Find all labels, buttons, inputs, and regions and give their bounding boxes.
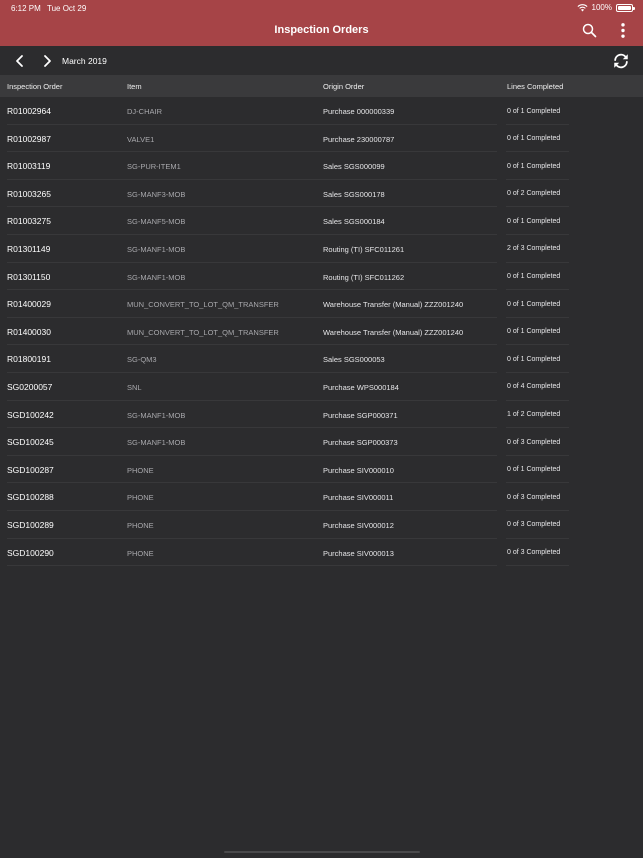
lines-completed: 0 of 1 Completed — [507, 162, 561, 170]
lines-completed: 0 of 3 Completed — [507, 493, 561, 501]
table-header — [0, 75, 643, 97]
order-number: SGD100242 — [7, 409, 54, 420]
item-name: PHONE — [127, 465, 154, 475]
table-row[interactable] — [0, 235, 643, 263]
lines-completed: 0 of 2 Completed — [507, 190, 561, 198]
origin-order: Purchase 000000339 — [323, 107, 395, 116]
chevron-right-icon[interactable] — [40, 54, 54, 68]
order-number: R01003265 — [7, 188, 51, 199]
lines-completed: 0 of 1 Completed — [507, 217, 561, 225]
item-name: MUN_CONVERT_TO_LOT_QM_TRANSFER — [127, 300, 279, 310]
origin-order: Purchase SIV000011 — [323, 493, 394, 503]
order-number: SGD100290 — [7, 547, 54, 558]
app-header — [0, 0, 643, 46]
item-name: VALVE1 — [127, 134, 155, 144]
table-row[interactable] — [0, 152, 643, 180]
item-name: SNL — [127, 382, 142, 392]
origin-order: Purchase SGP000371 — [323, 410, 398, 420]
table-row[interactable] — [0, 483, 643, 511]
lines-completed: 0 of 1 Completed — [507, 273, 561, 281]
order-number: SG0200057 — [7, 381, 53, 392]
inspection-orders-table — [0, 97, 643, 566]
origin-order: Sales SGS000053 — [323, 355, 385, 365]
table-row[interactable] — [0, 456, 643, 484]
table-row[interactable] — [0, 373, 643, 401]
col-header-inspection-order: Inspection Order — [7, 82, 63, 91]
order-number: R01800191 — [7, 354, 51, 365]
refresh-icon[interactable] — [612, 52, 630, 70]
origin-order: Purchase SIV000012 — [323, 520, 394, 530]
item-name: PHONE — [127, 548, 154, 558]
order-number: R01301150 — [7, 271, 51, 282]
search-icon[interactable] — [582, 23, 597, 38]
item-name: SG-QM3 — [127, 355, 157, 365]
col-header-lines-completed: Lines Completed — [507, 82, 564, 91]
order-number: R01301149 — [7, 243, 51, 254]
order-number: SGD100288 — [7, 492, 54, 503]
origin-order: Purchase SIV000013 — [323, 548, 394, 558]
origin-order: Sales SGS000099 — [323, 162, 385, 172]
origin-order: Purchase 230000787 — [323, 134, 395, 144]
origin-order: Purchase WPS000184 — [323, 382, 399, 392]
origin-order: Routing (TI) SFC011261 — [323, 244, 405, 254]
item-name: MUN_CONVERT_TO_LOT_QM_TRANSFER — [127, 327, 279, 337]
item-name: PHONE — [127, 493, 154, 503]
origin-order: Purchase SGP000373 — [323, 438, 398, 448]
table-row[interactable] — [0, 428, 643, 456]
order-number: R01003119 — [7, 161, 51, 172]
lines-completed: 0 of 1 Completed — [507, 355, 561, 363]
order-number: R01002964 — [7, 106, 51, 116]
order-number: R01400030 — [7, 326, 51, 337]
date-toolbar — [0, 46, 643, 75]
table-row[interactable] — [0, 97, 643, 125]
lines-completed: 1 of 2 Completed — [507, 411, 561, 419]
lines-completed: 2 of 3 Completed — [507, 245, 561, 253]
origin-order: Warehouse Transfer (Manual) ZZZ001240 — [323, 327, 464, 337]
status-right — [577, 3, 633, 12]
item-name: SG-MANF3-MOB — [127, 189, 186, 199]
battery-icon — [616, 4, 633, 12]
lines-completed: 0 of 4 Completed — [507, 383, 561, 391]
item-name: SG-MANF5-MOB — [127, 217, 186, 227]
battery-percent: 100% — [591, 3, 612, 12]
table-row[interactable] — [0, 511, 643, 539]
order-number: SGD100289 — [7, 519, 54, 530]
item-name: SG-PUR-ITEM1 — [127, 162, 181, 172]
item-name: DJ-CHAIR — [127, 107, 162, 116]
month-label: March 2019 — [62, 56, 107, 66]
lines-completed: 0 of 1 Completed — [507, 107, 561, 115]
origin-order: Warehouse Transfer (Manual) ZZZ001240 — [323, 300, 464, 310]
home-indicator[interactable] — [224, 851, 420, 853]
item-name: PHONE — [127, 520, 154, 530]
origin-order: Sales SGS000184 — [323, 217, 385, 227]
item-name: SG-MANF1-MOB — [127, 272, 186, 282]
lines-completed: 0 of 1 Completed — [507, 328, 561, 336]
order-number: R01002987 — [7, 133, 51, 144]
table-row[interactable] — [0, 263, 643, 291]
table-row[interactable] — [0, 290, 643, 318]
item-name: SG-MANF1-MOB — [127, 244, 186, 254]
origin-order: Sales SGS000178 — [323, 189, 385, 199]
lines-completed: 0 of 3 Completed — [507, 438, 561, 446]
page-title: Inspection Orders — [274, 24, 369, 36]
order-number: R01400029 — [7, 299, 51, 310]
table-row[interactable] — [0, 318, 643, 346]
lines-completed: 0 of 3 Completed — [507, 549, 561, 556]
origin-order: Routing (TI) SFC011262 — [323, 272, 405, 282]
chevron-left-icon[interactable] — [13, 54, 27, 68]
order-number: R01003275 — [7, 216, 51, 227]
table-row[interactable] — [0, 401, 643, 429]
item-name: SG-MANF1-MOB — [127, 410, 186, 420]
col-header-origin-order: Origin Order — [323, 82, 365, 91]
more-icon[interactable] — [617, 22, 629, 39]
status-date: Tue Oct 29 — [47, 4, 87, 13]
lines-completed: 0 of 3 Completed — [507, 521, 561, 529]
item-name: SG-MANF1-MOB — [127, 438, 186, 448]
wifi-icon — [577, 4, 588, 12]
table-row[interactable] — [0, 539, 643, 567]
table-row[interactable] — [0, 345, 643, 373]
table-row[interactable] — [0, 125, 643, 153]
order-number: SGD100287 — [7, 464, 54, 475]
lines-completed: 0 of 1 Completed — [507, 300, 561, 308]
table-row[interactable] — [0, 207, 643, 235]
lines-completed: 0 of 1 Completed — [507, 135, 561, 143]
origin-order: Purchase SIV000010 — [323, 465, 394, 475]
status-time: 6:12 PM — [11, 4, 41, 13]
lines-completed: 0 of 1 Completed — [507, 466, 561, 474]
col-header-item: Item — [127, 82, 142, 91]
table-row[interactable] — [0, 180, 643, 208]
status-bar — [0, 0, 643, 16]
order-number: SGD100245 — [7, 437, 54, 448]
